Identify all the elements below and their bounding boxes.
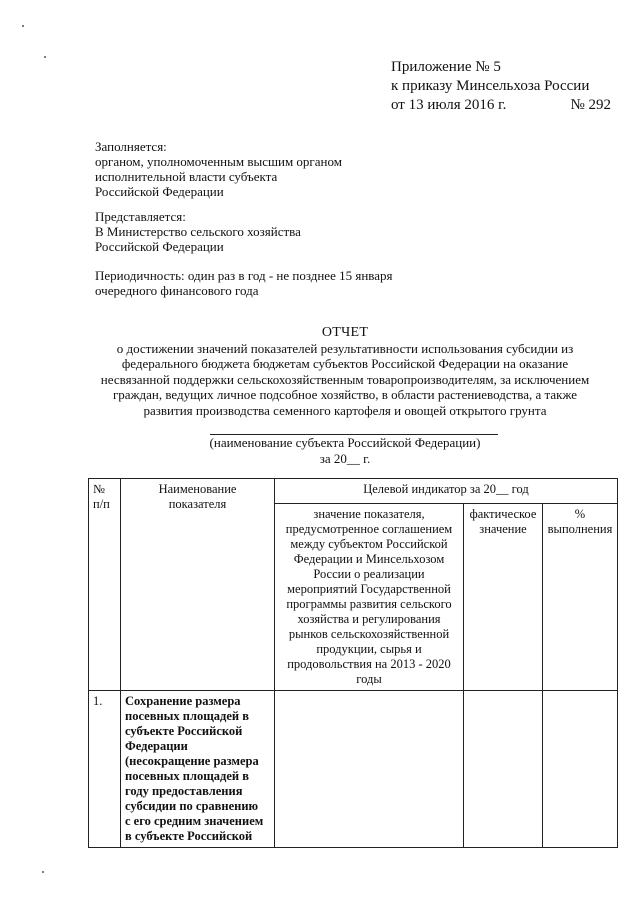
row-number: 1.	[89, 691, 121, 848]
filled-by-line: исполнительной власти субъекта	[95, 169, 278, 184]
submitted-to-line: В Министерство сельского хозяйства	[95, 224, 301, 239]
row-name-line: посевных площадей в	[125, 709, 250, 723]
row-percent-completion	[543, 691, 618, 848]
submitted-to-line: Российской Федерации	[95, 239, 224, 254]
row-name-line: Сохранение размера	[125, 694, 241, 708]
appendix-line-2: к приказу Минсельхоза России	[391, 78, 590, 94]
agreed-line: России о реализации	[313, 567, 425, 581]
row-name-line: в субъекте Российской	[125, 829, 253, 843]
header-percent-completion	[543, 504, 618, 691]
report-title-line: несвязанной поддержки сельскохозяйственным товаропроизводителям, за исключением	[100, 371, 590, 387]
actual-line: значение	[479, 522, 527, 536]
filled-by-heading: Заполняется:	[95, 139, 167, 154]
submitted-to-heading: Представляется:	[95, 209, 186, 224]
subject-caption: (наименование субъекта Российской Федерации)	[209, 435, 481, 450]
agreed-line: хозяйства и регулирования	[297, 612, 441, 626]
header-target-indicator: Целевой индикатор за 20__ год	[275, 479, 618, 504]
periodicity-block	[95, 268, 393, 298]
report-year: за 20__ г.	[319, 451, 371, 466]
appendix-header	[391, 58, 611, 115]
agreed-line: Федерации и Минсельхозом	[293, 552, 445, 566]
report-title-heading: ОТЧЕТ	[321, 325, 369, 340]
header-number-line: п/п	[93, 497, 110, 511]
scan-speck	[22, 25, 24, 27]
appendix-line-1: Приложение № 5	[391, 59, 501, 75]
header-actual-value	[464, 504, 543, 691]
submitted-to-block	[95, 209, 301, 254]
row-name-line: субъекте Российской	[125, 724, 243, 738]
row-name-line: с его средним значением	[125, 814, 264, 828]
filled-by-line: органом, уполномоченным высшим органом	[95, 154, 342, 169]
report-title-line: федерального бюджета бюджетам субъектов Российской Федерации на оказание	[121, 356, 569, 371]
agreed-line: мероприятий Государственной	[287, 582, 451, 596]
agreed-line: предусмотренное соглашением	[285, 522, 453, 536]
row-agreed-value	[275, 691, 464, 848]
agreed-line: значение показателя,	[313, 507, 425, 521]
appendix-line-3	[391, 96, 611, 115]
periodicity-line: Периодичность: один раз в год - не позднее 15 января	[95, 268, 393, 283]
agreed-line: продовольствия на 2013 - 2020	[287, 657, 451, 671]
order-date: от 13 июля 2016 г.	[391, 97, 507, 113]
header-number	[89, 479, 121, 691]
actual-line: фактическое	[469, 507, 537, 521]
scan-speck	[44, 56, 46, 58]
table-header-row	[89, 479, 618, 504]
indicator-table	[88, 478, 618, 848]
order-number: № 292	[570, 97, 611, 113]
filled-by-line: Российской Федерации	[95, 184, 224, 199]
header-name-line: Наименование	[158, 482, 237, 496]
row-name-line: Федерации	[125, 739, 188, 753]
filled-by-block	[95, 139, 342, 199]
agreed-line: продукции, сырья и	[316, 642, 422, 656]
report-title-line: о достижении значений показателей результативности использования субсидии из	[116, 340, 574, 356]
report-title	[60, 325, 630, 418]
percent-line: %	[574, 507, 586, 521]
agreed-line: между субъектом Российской	[290, 537, 448, 551]
percent-line: выполнения	[547, 522, 613, 536]
row-name-line: посевных площадей в	[125, 769, 250, 783]
header-number-line: №	[93, 482, 105, 496]
scan-speck	[42, 871, 44, 873]
row-name-line: субсидии по сравнению	[125, 799, 259, 813]
agreed-line: программы развития сельского	[286, 597, 452, 611]
row-name-line: году предоставления	[125, 784, 243, 798]
row-name-line: (несокращение размера	[125, 754, 259, 768]
report-title-line: граждан, ведущих личное подсобное хозяйство, в области растениеводства, а также	[112, 387, 578, 402]
row-indicator-name	[121, 691, 275, 848]
periodicity-line: очередного финансового года	[95, 283, 259, 298]
header-indicator-name	[121, 479, 275, 691]
report-title-line: развития производства семенного картофеля и овощей открытого грунта	[143, 402, 547, 418]
agreed-line: годы	[356, 672, 382, 686]
agreed-line: рынков сельскохозяйственной	[288, 627, 450, 641]
header-agreed-value	[275, 504, 464, 691]
row-actual-value	[464, 691, 543, 848]
table-row	[89, 691, 618, 848]
header-name-line: показателя	[168, 497, 227, 511]
